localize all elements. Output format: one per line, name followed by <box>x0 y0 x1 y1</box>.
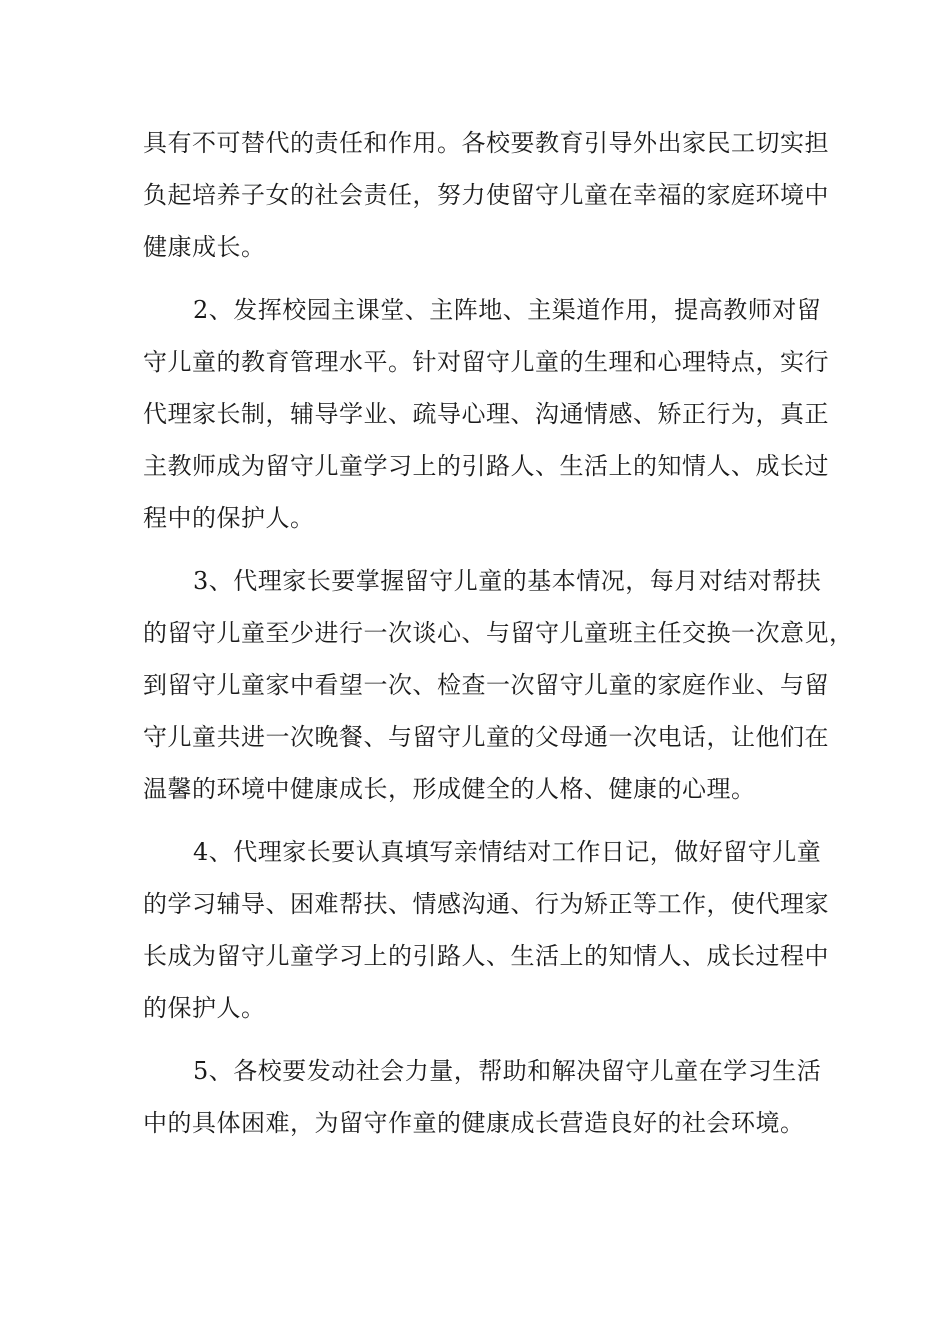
paragraph-4-line-4: 的保护人。 <box>143 994 266 1022</box>
paragraph-2-line-1: 2、发挥校园主课堂、主阵地、主渠道作用，提高教师对留 <box>193 296 822 324</box>
paragraph-1-line-3: 健康成长。 <box>143 233 266 261</box>
paragraph-3-line-2: 的留守儿童至少进行一次谈心、与留守儿童班主任交换一次意见， <box>143 619 854 647</box>
paragraph-3-line-1: 3、代理家长要掌握留守儿童的基本情况，每月对结对帮扶 <box>193 567 822 595</box>
paragraph-2-line-4: 主教师成为留守儿童学习上的引路人、生活上的知情人、成长过 <box>143 452 829 480</box>
paragraph-3-line-3: 到留守儿童家中看望一次、检查一次留守儿童的家庭作业、与留 <box>143 671 829 699</box>
paragraph-1-line-2: 负起培养子女的社会责任，努力使留守儿童在幸福的家庭环境中 <box>143 181 829 209</box>
paragraph-4-line-2: 的学习辅导、困难帮扶、情感沟通、行为矫正等工作，使代理家 <box>143 890 829 918</box>
paragraph-1-line-1: 具有不可替代的责任和作用。各校要教育引导外出家民工切实担 <box>143 129 829 157</box>
paragraph-2-line-3: 代理家长制，辅导学业、疏导心理、沟通情感、矫正行为，真正 <box>143 400 829 428</box>
paragraph-3-line-4: 守儿童共进一次晚餐、与留守儿童的父母通一次电话，让他们在 <box>143 723 829 751</box>
paragraph-4-line-3: 长成为留守儿童学习上的引路人、生活上的知情人、成长过程中 <box>143 942 829 970</box>
paragraph-2-line-2: 守儿童的教育管理水平。针对留守儿童的生理和心理特点，实行 <box>143 348 829 376</box>
paragraph-4-line-1: 4、代理家长要认真填写亲情结对工作日记，做好留守儿童 <box>193 838 822 866</box>
paragraph-5-line-1: 5、各校要发动社会力量，帮助和解决留守儿童在学习生活 <box>193 1057 822 1085</box>
paragraph-2-line-5: 程中的保护人。 <box>143 504 315 532</box>
paragraph-5-line-2: 中的具体困难，为留守作童的健康成长营造良好的社会环境。 <box>143 1109 805 1137</box>
paragraph-3-line-5: 温馨的环境中健康成长，形成健全的人格、健康的心理。 <box>143 775 756 803</box>
